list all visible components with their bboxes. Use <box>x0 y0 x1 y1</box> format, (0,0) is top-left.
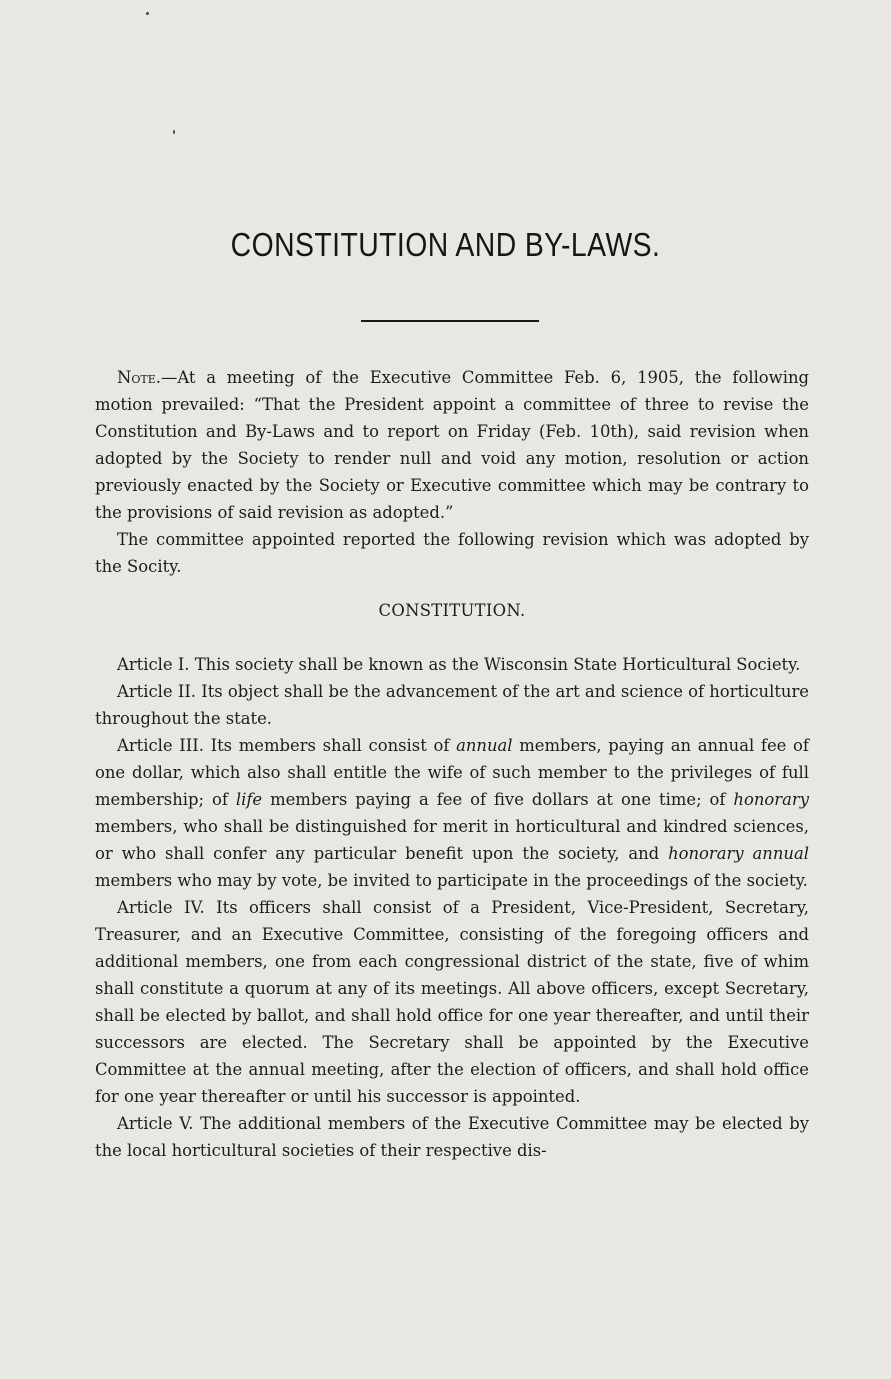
ink-speck <box>173 130 175 134</box>
note-paragraph <box>95 364 809 526</box>
ink-speck <box>146 12 149 15</box>
document-body <box>95 364 809 1164</box>
article-3-part: members, who shall be distinguished for merit in horticultural and kindred sciences, or who shall confer any particular benefit upon the society, and <box>95 817 809 863</box>
page-title: CONSTITUTION AND BY-LAWS. <box>230 226 661 263</box>
article-3-part: members, paying an annual fee of one dollar, which also shall entitle the wife of such member to the privileges of full membership; of <box>95 736 809 809</box>
article-3-emphasis: life <box>235 790 263 809</box>
title-divider <box>361 320 539 322</box>
article-3-emphasis: honorary <box>733 790 809 809</box>
article-3-emphasis: annual <box>456 736 513 755</box>
article-1: Article I. This society shall be known as the Wisconsin State Horticultural Society. <box>117 655 801 674</box>
article-3-part: Article III. Its members shall consist of <box>117 736 457 755</box>
article-5: Article V. The additional members of the Executive Committee may be elected by the local horticultural societies of their respective dis- <box>95 1114 809 1160</box>
article-2: Article II. Its object shall be the advancement of the art and science of horticulture throughout the state. <box>95 682 809 728</box>
article-3 <box>95 732 809 894</box>
article-3-part: members paying a fee of five dollars at one time; of <box>262 790 734 809</box>
article-3-part: members who may by vote, be invited to participate in the proceedings of the society. <box>95 871 808 890</box>
article-3-emphasis: honorary annual <box>668 844 809 863</box>
note-text: —At a meeting of the Executive Committee Feb. 6, 1905, the following motion prevailed: “That the President appoint a committee of three to revise the Constitution and By-Laws and to report on Friday (Feb. 10th), said revision when adopted by the Society to render null and void any motion, resolution or action previously enacted by the Society or Executive committee which may be contrary to the provisions of said revision as adopted.” <box>95 368 809 522</box>
intro-paragraph: The committee appointed reported the following revision which was adopted by the Socity. <box>95 530 809 576</box>
article-4: Article IV. Its officers shall consist of a President, Vice-President, Secretary, Treasurer, and an Executive Committee, consisting of the foregoing officers and additional members, one from each congressional district of the state, five of whim shall constitute a quorum at any of its meetings. All above officers, except Secretary, shall be elected by ballot, and shall hold office for one year thereafter, and until their successors are elected. The Secretary shall be appointed by the Executive Committee at the annual meeting, after the election of officers, and shall hold office for one year thereafter or until his successor is appointed. <box>95 898 809 1106</box>
note-label: Note. <box>117 368 161 387</box>
section-heading: CONSTITUTION. <box>378 601 526 620</box>
